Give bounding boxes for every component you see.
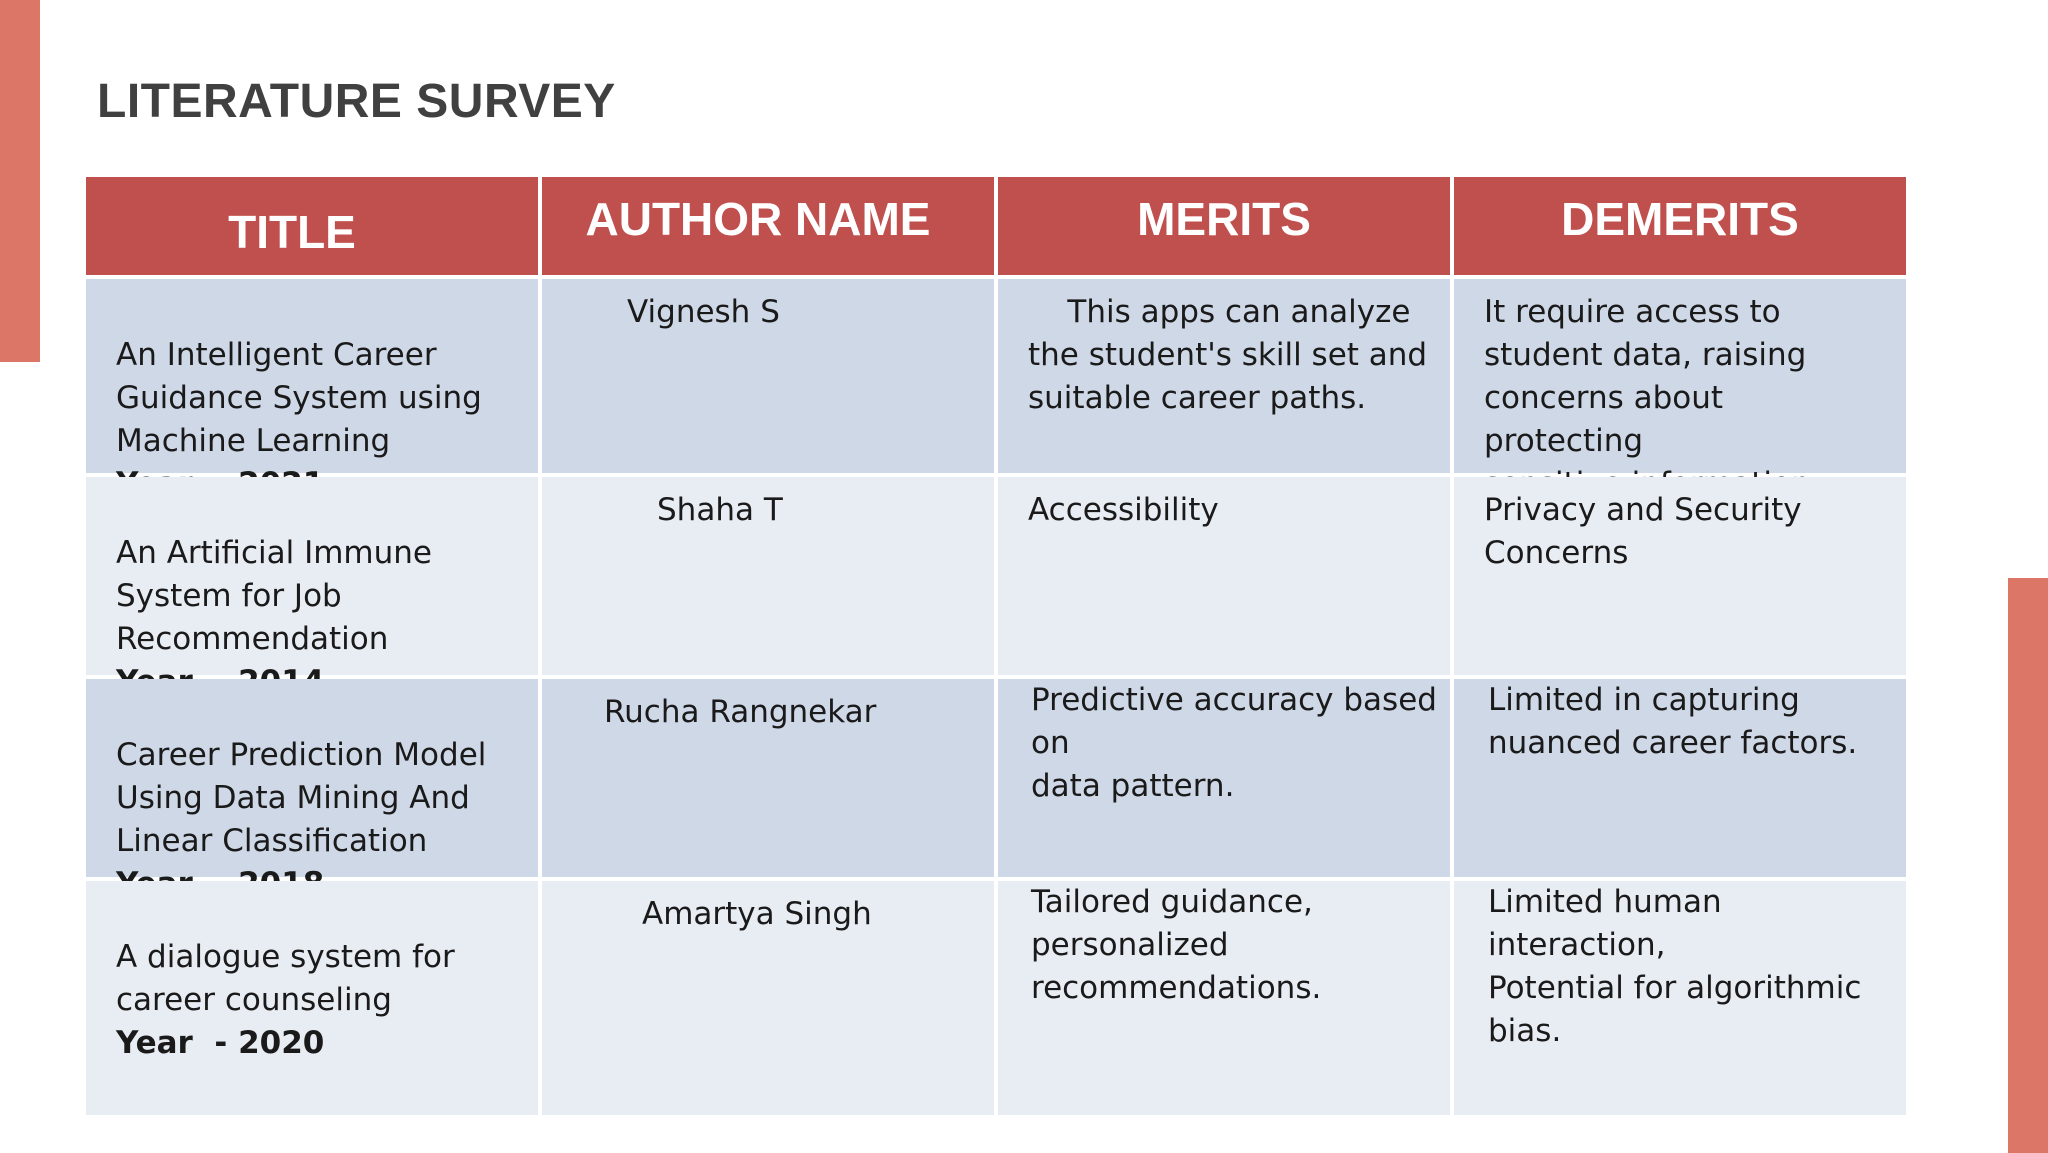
- header-title: TITLE: [86, 177, 538, 275]
- row-4-merits: Tailored guidance, personalized recommendations.: [998, 881, 1450, 1115]
- row-2-title: An Artificial Immune System for Job Recommendation: [116, 535, 432, 657]
- left-accent-bar: [0, 0, 40, 362]
- row-1-demerits: It require access to student data, raising concerns about protecting: [1454, 279, 1906, 473]
- row-1-author: Vignesh S: [542, 279, 994, 473]
- slide-title: LITERATURE SURVEY: [97, 75, 616, 128]
- right-accent-bar: [2008, 578, 2048, 1153]
- row-1-title-cell: [86, 279, 538, 473]
- row-1-title: An Intelligent Career Guidance System using Machine Learning: [116, 337, 482, 459]
- row-3-title-cell: [86, 679, 538, 877]
- header-demerits: DEMERITS: [1454, 177, 1906, 275]
- row-4-title: A dialogue system for career counseling: [116, 939, 455, 1018]
- row-4-title-cell: [86, 881, 538, 1115]
- row-4-author: Amartya Singh: [542, 881, 994, 1115]
- literature-table: [86, 177, 1906, 1135]
- row-2-author: Shaha T: [542, 477, 994, 675]
- row-4-year: Year - 2020: [116, 1025, 325, 1061]
- header-merits: MERITS: [998, 177, 1450, 275]
- row-2-demerits: Privacy and Security Concerns: [1454, 477, 1906, 675]
- row-3-title: Career Prediction Model Using Data Mining And Linear Classification: [116, 737, 487, 859]
- row-2-merits: Accessibility: [998, 477, 1450, 675]
- row-3-author: Rucha Rangnekar: [542, 679, 994, 877]
- row-3-merits: Predictive accuracy based on data pattern.: [998, 679, 1450, 877]
- header-author-name: AUTHOR NAME: [542, 177, 994, 275]
- row-2-title-cell: [86, 477, 538, 675]
- row-1-merits: This apps can analyze the student's skill set and suitable career paths.: [998, 279, 1450, 473]
- row-4-demerits: Limited human interaction, Potential for algorithmic bias.: [1454, 881, 1906, 1115]
- row-3-demerits: Limited in capturing nuanced career factors.: [1454, 679, 1906, 877]
